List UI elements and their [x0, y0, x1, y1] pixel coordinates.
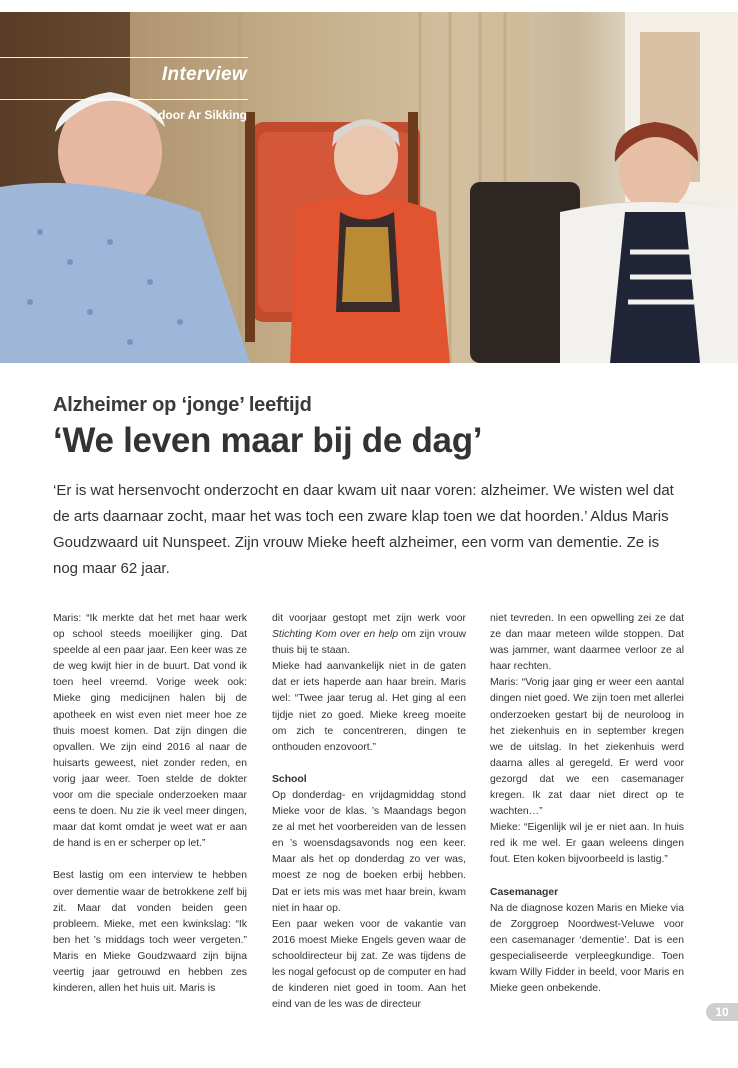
paragraph: Een paar weken voor de vakantie van 2016 moest Mieke Engels geven waar de schooldirecteur bij zat. Ze was tijdens de les nogal gefocust op de computer en had de kinderen niet goed in toom. Aan het eind van de les was de directeur [272, 918, 466, 1011]
article-headline: ‘We leven maar bij de dag’ [53, 421, 483, 460]
article-kicker: Alzheimer op ‘jonge’ leeftijd [53, 394, 312, 416]
page-number: 10 [706, 1003, 738, 1021]
paragraph: Na de diagnose kozen Maris en Mieke via de Zorggroep Noordwest-Veluwe voor een casemanager ‘dementie’. Dat is een gespecialiseerde verpleegkundige. Toen kwam Willy Fidder in beeld, voor Maris en Mieke geen onbekende. [490, 902, 684, 995]
subheading-casemanager: Casemanager [490, 886, 559, 898]
paragraph: niet tevreden. In een opwelling zei ze dat ze dan maar meteen wilde stoppen. Dat was jammer, want daarmee verloor ze al haar rechten. [490, 613, 684, 673]
subheading-school: School [272, 773, 307, 785]
article-lead: ‘Er is wat hersenvocht onderzocht en daar kwam uit naar voren: alzheimer. We wisten wel dat de arts daarnaar zocht, maar het was toch een zware klap toen we dat hoorden.’ Aldus Maris Goudzwaard uit Nunspeet. Zijn vrouw Mieke heeft alzheimer, een vorm van dementie. Ze is nog maar 62 jaar. [53, 482, 674, 577]
column-1 [53, 611, 247, 997]
author-byline: door Ar Sikking [158, 108, 247, 122]
paragraph: Mieke had aanvankelijk niet in de gaten dat er iets haperde aan haar brein. Maris wel: “Twee jaar terug al. Het ging al een tijdje niet zo goed. Mieke kreeg moeite om zich te concentreren, dingen te onthouden enzovoort.” [272, 661, 466, 753]
header-rule-top [0, 57, 248, 58]
organization-name: Stichting Kom over en help [272, 629, 399, 641]
column-3 [490, 611, 684, 997]
interview-photo [0, 12, 738, 363]
paragraph: Maris: “Vorig jaar ging er weer een aantal dingen niet goed. We zijn toen met allerlei onderzoeken gestart bij de neuroloog in het ziekenhuis en in september kregen we de uitslag. In het ziekenhuis werd daarna alles al geregeld. Er werd voor gezorgd dat we een casemanager kregen. Ik zat daar niet direct op te wachten…” [490, 677, 684, 818]
paragraph: Op donderdag- en vrijdagmiddag stond Mieke voor de klas. ’s Maandags begon ze al met het voorbereiden van de lessen en ’s woensdagsavonds nog een keer. Maar als het op donderdag zo ver was, moest ze nog de boeken erbij hebben. Dat er iets mis was met haar brein, kwam niet in haar op. [272, 789, 466, 914]
paragraph: Mieke: “Eigenlijk wil je er niet aan. In huis red ik me wel. Er gaan weleens dingen fout. Eten koken bijvoorbeeld is lastig.” [490, 822, 684, 866]
column-2 [272, 611, 466, 1013]
paragraph: Maris: “Ik merkte dat het met haar werk op school steeds moeilijker ging. Dat speelde al een paar jaar. Een keer was ze de weg kwijt hier in de buurt. Dat vond ik toen heel vreemd. Vorige week ook: Mieke ging medicijnen halen bij de apotheek en wist even niet meer hoe ze thuis moest komen. Dat zijn dingen die opvallen. We zijn eind 2016 al naar de huisarts geweest, niet zonder reden, en vorig jaar weer. Toen stelde de dokter voor om die speciale onderzoeken maar eens te doen. Nu zie ik veel meer dingen, maar dat komt omdat je weet wat er aan de hand is en er scherper op let.” [53, 613, 247, 850]
section-label: Interview [161, 64, 247, 85]
header-rule-bottom [0, 99, 248, 100]
paragraph: Best lastig om een interview te hebben over dementie waar de betrokkene zelf bij zit. Maar dat vonden beiden geen probleem. Mieke, met een kwinkslag: “Ik ben het ’s middags toch weer vergeten.” Maris en Mieke Goudzwaard zijn bijna veertig jaar getrouwd en hebben zes kinderen, allen het huis uit. Maris is [53, 870, 247, 995]
paragraph: dit voorjaar gestopt met zijn werk voor Stichting Kom over en help om zijn vrouw thuis bij te staan. [272, 613, 467, 657]
